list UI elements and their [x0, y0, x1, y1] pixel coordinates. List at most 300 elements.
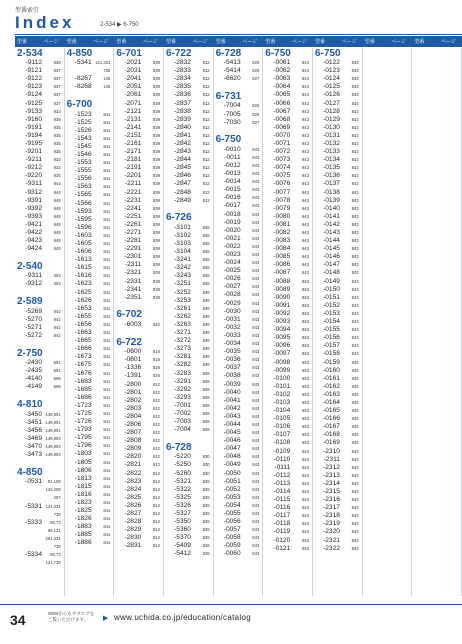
index-entry — [114, 453, 163, 461]
page-ref: 843 — [351, 116, 359, 122]
model-number: -2809 — [124, 445, 142, 453]
model-number: -0129 — [323, 115, 340, 123]
model-number: -2846 — [174, 172, 191, 180]
page-ref: 812 — [152, 519, 160, 525]
model-number: -0043 — [223, 412, 241, 420]
model-number: -0133 — [323, 148, 340, 156]
model-number: -0096 — [273, 342, 291, 350]
index-entry — [65, 531, 114, 539]
page-ref: 826 — [252, 60, 260, 66]
model-number: -2021 — [124, 59, 142, 67]
index-entry — [214, 162, 263, 170]
page-ref: 843 — [252, 381, 260, 387]
model-number: -8268 — [74, 83, 92, 91]
index-entry — [313, 172, 362, 180]
index-entry — [313, 318, 362, 326]
index-entry — [263, 189, 312, 197]
index-entry — [15, 148, 64, 156]
index-entry — [164, 478, 213, 486]
index-entry — [114, 372, 163, 380]
index-entry — [15, 486, 64, 494]
model-number: -5250 — [174, 461, 191, 469]
index-entry — [214, 348, 263, 356]
index-entry — [214, 324, 263, 332]
model-number: -1565 — [74, 191, 92, 199]
model-number: -0117 — [273, 512, 291, 520]
index-entry — [263, 124, 312, 132]
model-number: -1563 — [74, 183, 92, 191]
arrow-icon: ▶ — [103, 615, 109, 622]
model-number: -0033 — [223, 331, 241, 339]
index-entry — [114, 437, 163, 445]
page-ref: 841 — [103, 257, 111, 263]
model-number: -2803 — [124, 404, 142, 412]
index-entry — [263, 221, 312, 229]
index-entry — [313, 383, 362, 391]
index-entry — [15, 221, 64, 229]
index-entry — [114, 321, 163, 329]
index-entry — [263, 172, 312, 180]
page-ref: 843 — [351, 432, 359, 438]
index-entry — [65, 110, 114, 118]
index-entry — [15, 172, 64, 180]
model-number: -2840 — [174, 123, 191, 131]
model-number: -0060 — [223, 550, 241, 558]
model-number: -5333 — [25, 518, 42, 526]
model-number: -3252 — [174, 288, 191, 296]
index-entry — [15, 535, 64, 543]
index-entry — [15, 419, 64, 427]
index-entry — [313, 156, 362, 164]
model-number: -3281 — [174, 353, 191, 361]
page-ref: 843 — [301, 230, 309, 236]
index-entry — [214, 202, 263, 210]
page-ref: 843 — [351, 424, 359, 430]
index-entry — [313, 415, 362, 423]
index-entry — [114, 108, 163, 116]
model-number: -0055 — [223, 510, 241, 518]
page-ref: 841 — [103, 168, 111, 174]
model-number: -0047 — [223, 445, 241, 453]
page-ref: 843 — [351, 181, 359, 187]
index-entry — [214, 478, 263, 486]
page-ref: 843 — [301, 448, 309, 454]
page-ref: 812 — [202, 116, 210, 122]
page-ref: 843 — [252, 446, 260, 452]
page-ref: 841 — [103, 451, 111, 457]
index-entry — [263, 294, 312, 302]
page-ref: 843 — [301, 302, 309, 308]
page-ref: 845 — [53, 238, 61, 244]
index-entry — [313, 488, 362, 496]
index-entry — [65, 507, 114, 515]
page-ref: 848 — [202, 338, 210, 344]
model-number: -0164 — [323, 398, 340, 406]
index-entry — [164, 337, 213, 345]
page-ref: 843 — [252, 284, 260, 290]
page-ref: 843 — [301, 375, 309, 381]
page-ref: 843 — [301, 416, 309, 422]
index-entry — [263, 91, 312, 99]
index-entry — [65, 378, 114, 386]
index-entry — [313, 278, 362, 286]
index-entry — [214, 461, 263, 469]
model-number: -5325 — [174, 493, 191, 501]
model-number: -4140 — [25, 375, 42, 383]
model-number: -2071 — [124, 99, 142, 107]
index-entry — [114, 486, 163, 494]
model-number: -7004 — [174, 426, 191, 434]
model-number: -0166 — [323, 415, 340, 423]
model-number: -7001 — [174, 401, 191, 409]
page-ref: 843 — [301, 343, 309, 349]
index-entry — [15, 91, 64, 99]
page-ref: 812 — [152, 511, 160, 517]
index-entry — [263, 439, 312, 447]
model-number: -2311 — [323, 455, 340, 463]
page-ref: 839 — [152, 213, 160, 219]
footer-rule — [0, 604, 462, 605]
index-entry — [114, 124, 163, 132]
index-entry — [15, 324, 64, 332]
index-entry — [313, 537, 362, 545]
page-ref: 845 — [53, 230, 61, 236]
model-number: -0049 — [223, 461, 241, 469]
page-ref: 841 — [103, 467, 111, 473]
model-number: -2221 — [124, 188, 142, 196]
index-entry — [263, 472, 312, 480]
page-ref: 839 — [152, 84, 160, 90]
model-number: -1686 — [74, 393, 92, 401]
index-entry — [164, 369, 213, 377]
page-ref: 591 — [53, 360, 61, 366]
page-ref: 812 — [152, 478, 160, 484]
page-ref: 837 — [53, 100, 61, 106]
index-entry — [263, 132, 312, 140]
model-number: -2828 — [124, 518, 142, 526]
series-heading: 6-750 — [215, 134, 242, 146]
page-ref: 843 — [301, 84, 309, 90]
model-number: -2191 — [124, 164, 142, 172]
model-number: -9191 — [25, 123, 42, 131]
model-number: -1616 — [74, 272, 92, 280]
index-entry — [164, 132, 213, 140]
model-number: -0016 — [223, 194, 241, 202]
index-entry — [15, 272, 64, 280]
model-number: -2800 — [124, 380, 142, 388]
page-ref: 843 — [351, 359, 359, 365]
index-entry — [263, 59, 312, 67]
index-entry — [114, 397, 163, 405]
index-entry — [65, 143, 114, 151]
model-number: -1596 — [74, 223, 92, 231]
page-ref: 843 — [252, 211, 260, 217]
index-entry — [114, 91, 163, 99]
page-ref: 848 — [202, 313, 210, 319]
model-number: -2835 — [174, 83, 191, 91]
model-number: -0104 — [273, 407, 291, 415]
model-number: -6620 — [223, 75, 241, 83]
model-number: -0090 — [273, 293, 291, 301]
page-ref: 845 — [53, 213, 61, 219]
index-entry — [114, 429, 163, 437]
model-number: -0072 — [273, 148, 291, 156]
index-entry — [114, 542, 163, 550]
index-entry — [164, 67, 213, 75]
page-ref: 839 — [152, 92, 160, 98]
model-number: -0028 — [223, 291, 241, 299]
index-entry — [263, 75, 312, 83]
page-ref: 812 — [202, 68, 210, 74]
index-entry — [313, 358, 362, 366]
model-number: -0067 — [273, 107, 291, 115]
page-ref: 841 — [103, 192, 111, 198]
model-number: -0112 — [273, 471, 291, 479]
page-ref: 843 — [252, 292, 260, 298]
model-number: -2842 — [174, 139, 191, 147]
page-ref: 843 — [252, 470, 260, 476]
index-entry — [164, 248, 213, 256]
catalog-url-link[interactable]: www.uchida.co.jp/education/catalog — [114, 613, 251, 622]
index-entry — [15, 375, 64, 383]
index-entry — [114, 189, 163, 197]
page-ref: 839 — [152, 76, 160, 82]
page-ref: 843 — [351, 408, 359, 414]
page-ref: 843 — [252, 413, 260, 419]
model-number: -2211 — [124, 180, 142, 188]
model-number: -0169 — [323, 439, 340, 447]
page-ref: 839 — [152, 230, 160, 236]
model-number: -0157 — [323, 342, 340, 350]
column-header — [263, 36, 313, 47]
page-ref: 829 — [202, 478, 210, 484]
page-ref: 845 — [53, 197, 61, 203]
model-number: -2171 — [124, 148, 142, 156]
series-heading: 4-810 — [17, 399, 43, 411]
page-ref: 841 — [103, 208, 111, 214]
page-ref: 839 — [152, 157, 160, 163]
model-number: -0050 — [223, 469, 241, 477]
page-ref: 843 — [252, 268, 260, 274]
index-entry — [313, 91, 362, 99]
index-entry — [263, 448, 312, 456]
model-number: -0014 — [223, 178, 241, 186]
index-entry — [313, 375, 362, 383]
model-number: -0074 — [273, 164, 291, 172]
index-entry — [263, 504, 312, 512]
index-entry — [114, 59, 163, 67]
model-number: -3473 — [25, 451, 42, 459]
page-ref: 835 — [53, 132, 61, 138]
model-number: -2321 — [124, 269, 142, 277]
page-ref: 843 — [351, 440, 359, 446]
model-number: -9125 — [25, 99, 42, 107]
page-ref: 843 — [301, 424, 309, 430]
model-number: -2321 — [323, 536, 340, 544]
index-entry — [65, 175, 114, 183]
model-number: -0063 — [273, 75, 291, 83]
index-entry — [263, 512, 312, 520]
column-header — [412, 36, 462, 47]
model-number: -0165 — [323, 407, 340, 415]
model-number: -2322 — [323, 544, 340, 552]
index-column — [263, 48, 313, 596]
index-entry — [65, 297, 114, 305]
model-number: -0153 — [323, 309, 340, 317]
page-ref: 843 — [351, 140, 359, 146]
model-number: -1605 — [74, 240, 92, 248]
index-entry — [214, 518, 263, 526]
model-number: -0022 — [223, 242, 241, 250]
page-ref: 829 — [202, 535, 210, 541]
model-number: -0116 — [273, 504, 291, 512]
index-entry — [65, 127, 114, 135]
index-entry — [15, 435, 64, 443]
series-heading: 2-589 — [17, 296, 43, 308]
index-entry — [114, 413, 163, 421]
page-ref: 843 — [351, 391, 359, 397]
page-ref: 839 — [152, 181, 160, 187]
page-ref: 812 — [152, 494, 160, 500]
model-number: -0011 — [224, 153, 241, 161]
index-entry — [313, 253, 362, 261]
page-ref: 835 — [53, 124, 61, 130]
column-header-page-label: ページ — [441, 39, 456, 45]
index-entry — [15, 213, 64, 221]
index-entry — [214, 243, 263, 251]
index-entry — [164, 297, 213, 305]
model-number: -2823 — [124, 477, 142, 485]
index-entry — [65, 329, 114, 337]
page-ref: 848 — [202, 273, 210, 279]
page-ref: 843 — [252, 324, 260, 330]
model-number: -2061 — [124, 91, 142, 99]
index-entry — [164, 518, 213, 526]
model-number: -0121 — [273, 544, 291, 552]
model-number: -0601 — [124, 356, 142, 364]
index-entry — [214, 372, 263, 380]
model-number: -2430 — [25, 359, 42, 367]
page-ref: 839 — [152, 197, 160, 203]
index-entry — [164, 453, 213, 461]
index-entry — [263, 156, 312, 164]
page-ref: 843 — [301, 76, 309, 82]
index-entry — [164, 124, 213, 132]
page-ref: 841 — [103, 459, 111, 465]
page-ref: 843 — [252, 341, 260, 347]
page-ref: 353 — [53, 273, 61, 279]
model-number: -0025 — [223, 267, 241, 275]
index-entry — [65, 119, 114, 127]
index-entry — [65, 216, 114, 224]
index-entry — [65, 83, 114, 91]
page-ref: 848 — [202, 394, 210, 400]
index-entry — [214, 502, 263, 510]
page-ref: 812 — [202, 140, 210, 146]
index-entry — [313, 261, 362, 269]
model-number: -0019 — [223, 218, 241, 226]
page-ref: 812 — [202, 92, 210, 98]
model-number: -0109 — [273, 447, 291, 455]
model-number: -3261 — [174, 304, 191, 312]
model-number: -9201 — [25, 148, 42, 156]
index-entry — [164, 240, 213, 248]
index-entry — [313, 302, 362, 310]
model-number: -9195 — [25, 139, 42, 147]
model-number: -0136 — [323, 172, 340, 180]
model-number: -0114 — [273, 488, 291, 496]
page-ref: 843 — [301, 310, 309, 316]
page-ref: 843 — [351, 294, 359, 300]
model-number: -0077 — [273, 188, 291, 196]
page-ref: 841 — [103, 435, 111, 441]
index-entry — [164, 164, 213, 172]
model-number: -5412 — [174, 550, 191, 558]
index-entry — [214, 110, 263, 118]
index-column — [164, 48, 214, 596]
series-heading: 4-850 — [66, 47, 93, 59]
model-number: -1823 — [74, 499, 92, 507]
page-ref: 843 — [252, 357, 260, 363]
index-entry — [114, 278, 163, 286]
page-ref: 843 — [351, 149, 359, 155]
page-ref: 739 — [53, 511, 61, 517]
model-number: -2319 — [323, 520, 340, 528]
model-number: -0531 — [25, 478, 42, 486]
index-entry — [15, 197, 64, 205]
web-catalog-note: WEBからもカタログを ご覧いただけます。 — [48, 611, 95, 622]
page-ref: 843 — [351, 343, 359, 349]
index-entry — [214, 340, 263, 348]
index-column — [114, 48, 164, 596]
index-entry — [114, 534, 163, 542]
page-ref: 843 — [252, 203, 260, 209]
page-ref: 812 — [202, 149, 210, 155]
index-entry — [263, 310, 312, 318]
index-entry — [65, 272, 114, 280]
index-entry — [65, 523, 114, 531]
index-entry — [263, 237, 312, 245]
index-entry — [15, 180, 64, 188]
page-ref: 812 — [152, 543, 160, 549]
index-entry — [114, 156, 163, 164]
index-column — [313, 48, 363, 596]
page-ref: 121,331 — [95, 60, 111, 66]
model-number: -0023 — [223, 251, 241, 259]
model-number: -0029 — [223, 299, 241, 307]
page-ref: 839 — [152, 165, 160, 171]
model-number: -2837 — [174, 99, 191, 107]
page-ref: 843 — [252, 511, 260, 517]
model-number: -9391 — [25, 196, 42, 204]
page-ref: 843 — [301, 440, 309, 446]
model-number: -1655 — [74, 312, 92, 320]
page-ref: 843 — [301, 100, 309, 106]
page-ref: 843 — [351, 497, 359, 503]
index-entry — [313, 83, 362, 91]
model-number: -9311 — [25, 272, 42, 280]
page-ref: 843 — [301, 359, 309, 365]
model-number: -3102 — [174, 231, 191, 239]
page-ref: 827 — [252, 119, 260, 125]
page-ref: 843 — [252, 195, 260, 201]
index-entry — [263, 286, 312, 294]
index-entry — [164, 386, 213, 394]
column-header-code-label: 型番 — [414, 39, 425, 45]
index-entry — [164, 361, 213, 369]
page-ref: 839 — [152, 254, 160, 260]
page-ref: 839 — [152, 68, 160, 74]
